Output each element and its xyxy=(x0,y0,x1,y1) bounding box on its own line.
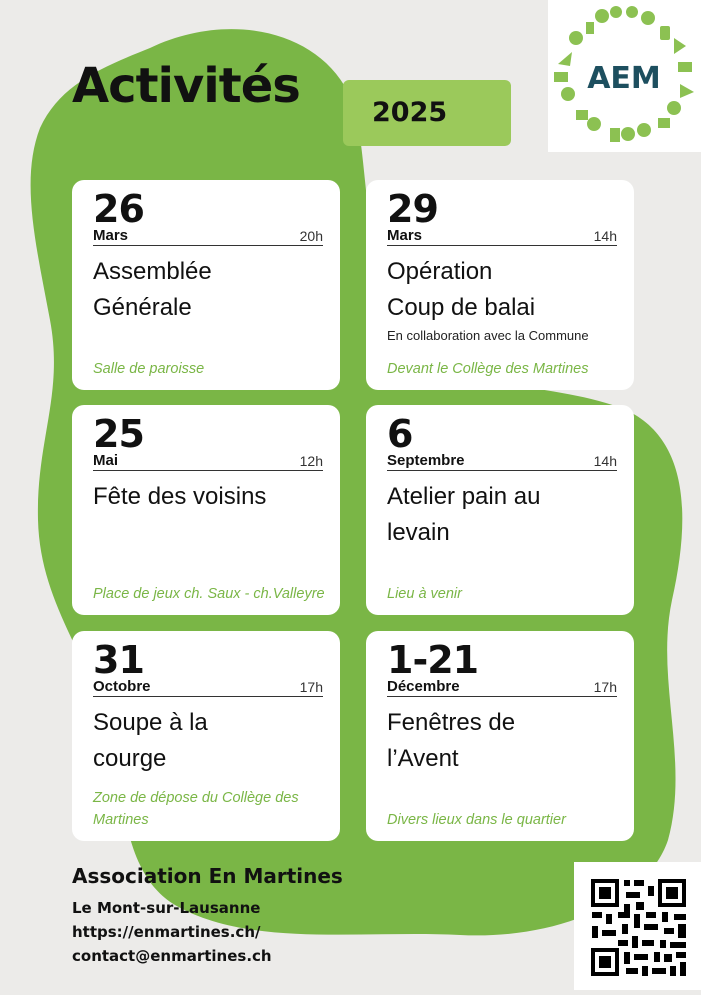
event-time: 20h xyxy=(299,228,323,244)
email-link[interactable]: contact@enmartines.ch xyxy=(72,947,272,965)
event-month: Décembre xyxy=(387,678,460,695)
event-time: 17h xyxy=(299,679,323,695)
event-note: En collaboration avec la Commune xyxy=(387,328,589,343)
event-card[interactable] xyxy=(366,180,634,390)
event-month: Septembre xyxy=(387,452,465,469)
event-day: 25 xyxy=(93,412,144,456)
logo xyxy=(548,0,701,152)
event-title-line: l’Avent xyxy=(387,745,459,772)
tree-ring-logo-icon xyxy=(548,0,701,152)
event-place: Zone de dépose du Collège des Martines xyxy=(93,790,299,828)
event-title xyxy=(387,705,617,777)
event-place: Lieu à venir xyxy=(387,586,462,602)
event-time: 17h xyxy=(593,679,617,695)
qr-code[interactable] xyxy=(574,862,701,990)
event-day: 29 xyxy=(387,187,438,231)
event-title-line: Opération xyxy=(387,258,493,285)
event-title-line: Générale xyxy=(93,294,192,321)
event-card[interactable] xyxy=(72,631,340,841)
event-place: Place de jeux ch. Saux - ch.Valleyre xyxy=(93,586,325,602)
event-card[interactable] xyxy=(72,405,340,615)
event-day: 26 xyxy=(93,187,144,231)
footer xyxy=(72,864,343,968)
event-place: Salle de paroisse xyxy=(93,361,205,377)
event-title-line: Coup de balai xyxy=(387,294,536,321)
event-time: 14h xyxy=(593,228,617,244)
event-card[interactable] xyxy=(72,180,340,390)
page-title: Activités xyxy=(72,58,300,114)
event-month: Octobre xyxy=(93,678,151,695)
event-day: 1-21 xyxy=(387,638,479,682)
event-title-line: Atelier pain au xyxy=(387,483,541,510)
event-day: 31 xyxy=(93,638,144,682)
event-month: Mai xyxy=(93,452,119,469)
event-title-line: courge xyxy=(93,745,167,772)
event-card[interactable] xyxy=(366,631,634,841)
year-label: 2025 xyxy=(372,97,448,128)
event-title-line: Fenêtres de xyxy=(387,709,516,736)
event-title xyxy=(93,479,323,515)
event-title xyxy=(93,254,323,326)
event-month: Mars xyxy=(93,227,129,244)
event-title xyxy=(387,254,617,326)
event-title xyxy=(387,479,617,551)
town: Le Mont-sur-Lausanne xyxy=(72,899,261,917)
event-month: Mars xyxy=(387,227,423,244)
event-place: Devant le Collège des Martines xyxy=(387,361,589,377)
event-title xyxy=(93,705,323,777)
event-title-line: Soupe à la xyxy=(93,709,208,736)
website-link[interactable]: https://enmartines.ch/ xyxy=(72,923,261,941)
event-place: Divers lieux dans le quartier xyxy=(387,812,566,828)
event-card[interactable] xyxy=(366,405,634,615)
event-time: 14h xyxy=(593,453,617,469)
logo-text: AEM xyxy=(587,61,661,96)
event-title-line: levain xyxy=(387,519,450,546)
event-time: 12h xyxy=(299,453,323,469)
organization-name: Association En Martines xyxy=(72,864,343,888)
qr-code-icon xyxy=(574,862,701,990)
event-title-line: Fête des voisins xyxy=(93,483,267,510)
event-title-line: Assemblée xyxy=(93,258,212,285)
event-day: 6 xyxy=(387,412,413,456)
